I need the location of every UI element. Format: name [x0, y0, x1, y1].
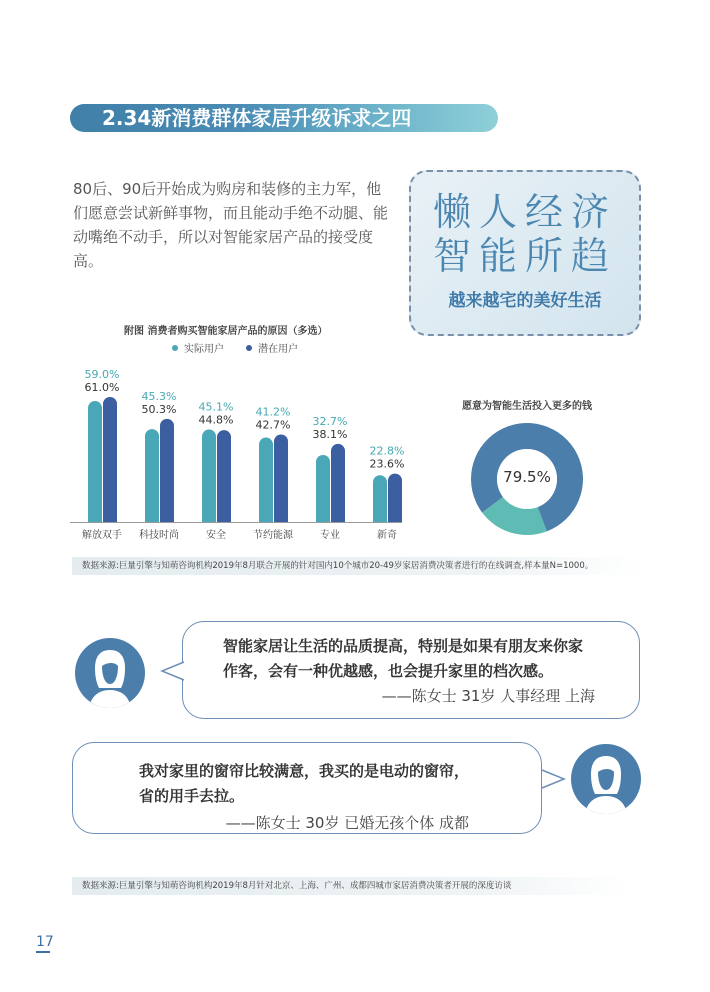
value-label-actual-3: 41.2%: [255, 405, 291, 419]
category-label-1: 科技时尚: [139, 530, 179, 541]
slogan-line-2: 智能所趋: [432, 234, 617, 278]
page-number: 17: [36, 934, 54, 950]
bar-actual-5: [373, 475, 387, 522]
legend-label-potential: 潜在用户: [258, 344, 298, 355]
legend-dot-potential: [246, 345, 252, 351]
bar-potential-1: [160, 419, 174, 522]
value-label-actual-4: 32.7%: [312, 414, 348, 428]
bar-chart: [70, 358, 410, 548]
bar-base-1-3: [274, 515, 288, 522]
bar-base-0-3: [259, 515, 273, 522]
intro-paragraph: 80后、90后开始成为购房和装修的主力军，他们愿意尝试新鲜事物，而且能动手绝不动腿、能动嘴绝不动手，所以对智能家居产品的接受度高。: [73, 180, 389, 270]
value-label-potential-5: 23.6%: [369, 457, 405, 471]
legend-item-potential: [246, 340, 298, 355]
quote-bubble-1: [182, 621, 640, 719]
bar-base-0-4: [316, 515, 330, 522]
bar-actual-3: [259, 438, 273, 522]
bubble-1-tail: [160, 660, 186, 682]
quote-2-line-2: 省的用手去拉。: [139, 787, 245, 805]
value-label-potential-1: 50.3%: [141, 402, 177, 416]
slogan-line-1: 懒人经济: [432, 190, 617, 234]
source-note-interview: 数据来源:巨量引擎与知萌咨询机构2019年8月针对北京、上海、广州、成都四城市家居消费决策者开展的深度访谈: [72, 877, 632, 895]
bar-base-1-1: [160, 515, 174, 522]
bar-potential-0: [103, 397, 117, 522]
donut-center-label: 79.5%: [503, 468, 551, 486]
donut-title: 愿意为智能生活投入更多的钱: [462, 401, 592, 412]
quote-1-source: ——陈女士 31岁 人事经理 上海: [381, 687, 595, 705]
quote-1-line-2: 作客，会有一种优越感，也会提升家里的档次感。: [223, 662, 554, 680]
bar-potential-5: [388, 474, 402, 522]
avatar-woman-icon: [571, 744, 641, 814]
bar-base-0-1: [145, 515, 159, 522]
legend-dot-actual: [172, 345, 178, 351]
category-label-5: 新奇: [377, 530, 397, 541]
bar-actual-0: [88, 401, 102, 522]
category-label-0: 解放双手: [82, 530, 122, 541]
category-label-4: 专业: [320, 530, 340, 541]
slogan-box: [409, 170, 641, 336]
avatar-woman-icon: [75, 638, 145, 708]
bubble-2-tail: [540, 768, 566, 790]
value-label-actual-0: 59.0%: [84, 367, 120, 381]
quote-2-source: ——陈女士 30岁 已婚无孩个体 成都: [225, 814, 469, 832]
category-label-2: 安全: [206, 530, 226, 541]
bar-base-0-5: [373, 515, 387, 522]
slogan-subtitle: 越来越宅的美好生活: [448, 291, 602, 311]
bar-base-1-2: [217, 515, 231, 522]
bar-chart-title: 附图 消费者购买智能家居产品的原因（多选）: [124, 326, 328, 337]
value-label-potential-2: 44.8%: [198, 413, 234, 427]
legend-item-actual: [172, 340, 224, 355]
quote-2-line-1: 我对家里的窗帘比较满意，我买的是电动的窗帘，: [139, 762, 470, 780]
value-label-potential-4: 38.1%: [312, 427, 348, 441]
bar-actual-1: [145, 429, 159, 522]
page-number-underline: [36, 951, 50, 953]
legend-label-actual: 实际用户: [184, 344, 224, 355]
bar-base-0-0: [88, 515, 102, 522]
quote-bubble-2: [72, 742, 542, 834]
bar-actual-4: [316, 455, 330, 522]
source-note-survey: 数据来源:巨量引擎与知萌咨询机构2019年8月联合开展的针对国内10个城市20-49岁家居消费决策者进行的在线调查,样本量N=1000。: [72, 557, 644, 575]
quote-1-line-1: 智能家居让生活的品质提高，特别是如果有朋友来你家: [223, 637, 584, 655]
value-label-actual-2: 45.1%: [198, 400, 234, 414]
bar-base-1-5: [388, 515, 402, 522]
bar-base-1-0: [103, 515, 117, 522]
value-label-actual-1: 45.3%: [141, 389, 177, 403]
bar-base-1-4: [331, 515, 345, 522]
bar-actual-2: [202, 430, 216, 522]
value-label-actual-5: 22.8%: [369, 444, 405, 458]
bar-potential-3: [274, 434, 288, 522]
value-label-potential-3: 42.7%: [255, 418, 291, 432]
bar-base-0-2: [202, 515, 216, 522]
bar-potential-4: [331, 444, 345, 522]
bar-potential-2: [217, 430, 231, 522]
section-title: 2.34新消费群体家居升级诉求之四: [70, 104, 498, 132]
bar-chart-legend: [172, 340, 298, 355]
value-label-potential-0: 61.0%: [84, 380, 120, 394]
category-label-3: 节约能源: [253, 530, 293, 541]
